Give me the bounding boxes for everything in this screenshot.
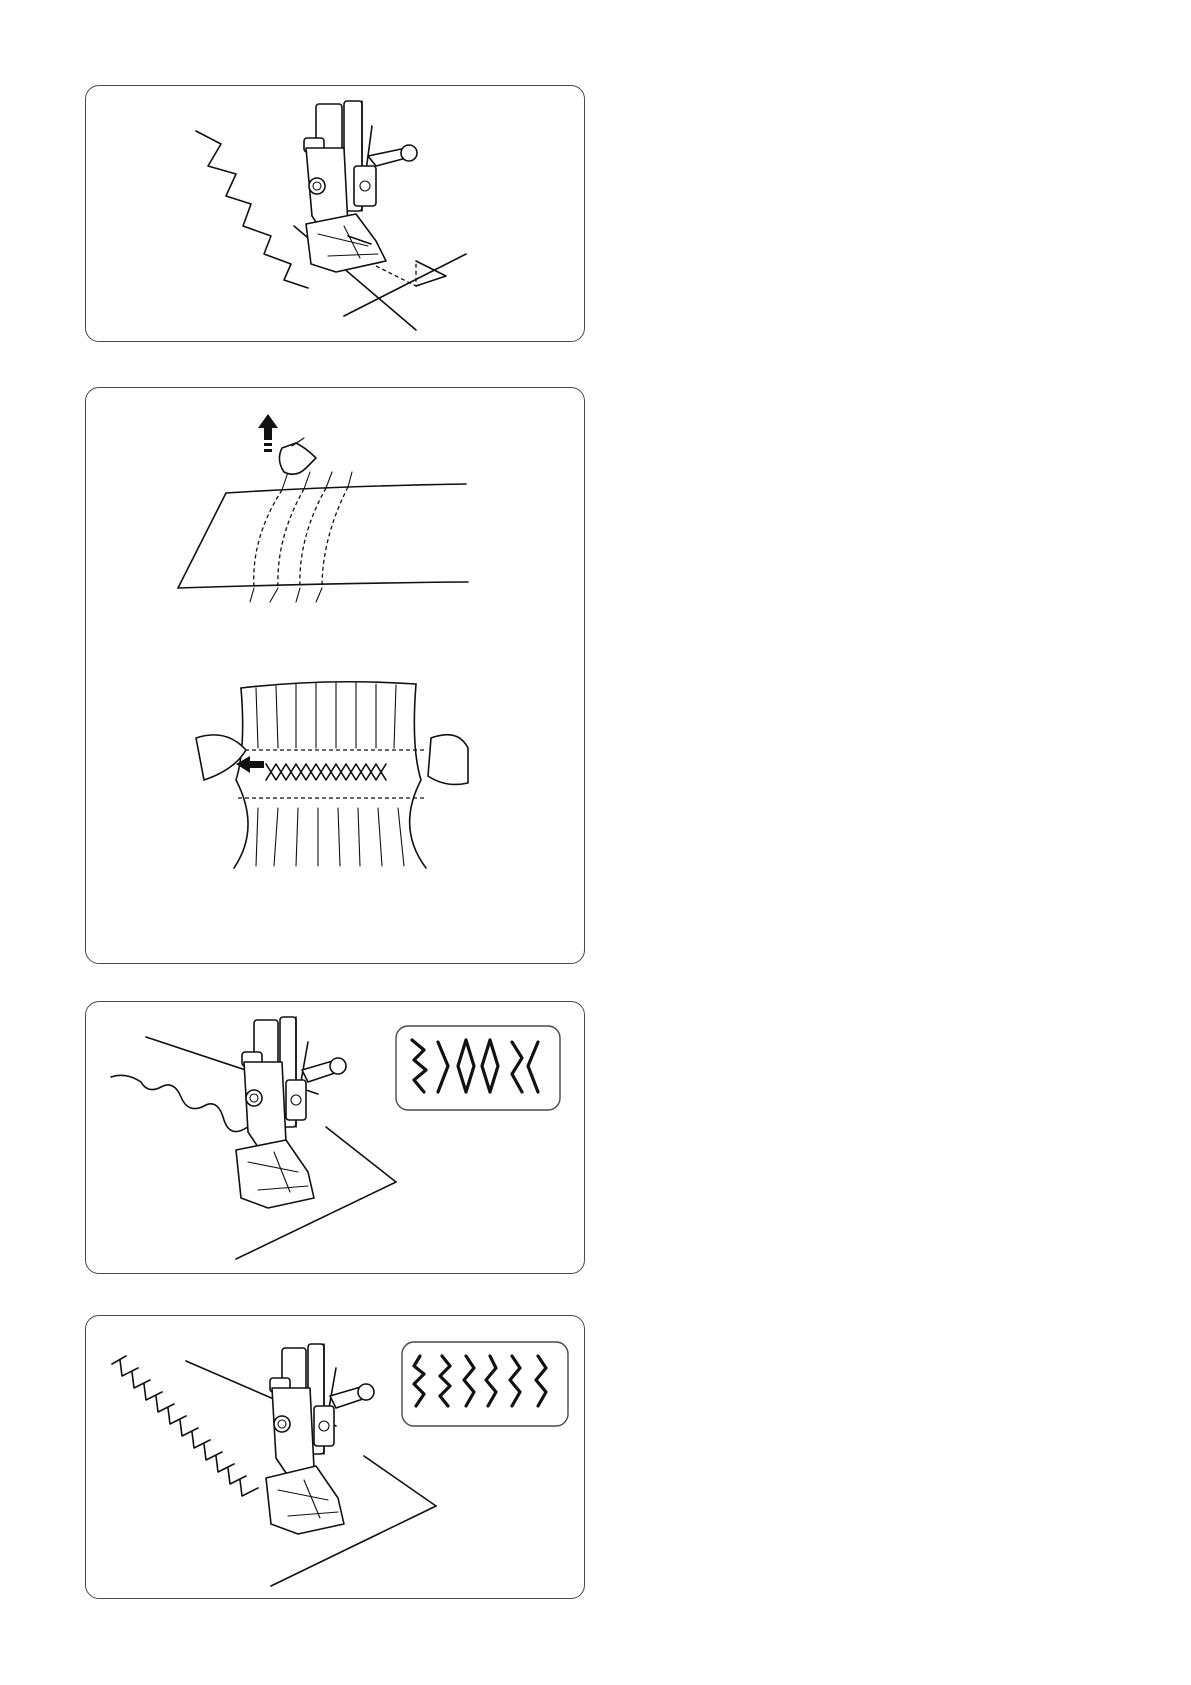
fagoting-stitch-illustration <box>86 1316 586 1600</box>
figure-panel-shell-tuck <box>85 1001 585 1274</box>
gathering-threads-illustration <box>178 414 468 602</box>
figure-panel-presser-foot-zigzag <box>85 85 585 342</box>
presser-foot-zigzag-edge-illustration <box>86 86 586 343</box>
smocking-gathering-illustrations <box>86 388 586 965</box>
figure-panel-smocking <box>85 387 585 964</box>
shell-tuck-stitch-illustration <box>86 1002 586 1275</box>
figure-panel-fagoting <box>85 1315 585 1599</box>
smocked-fabric-illustration <box>196 682 468 868</box>
